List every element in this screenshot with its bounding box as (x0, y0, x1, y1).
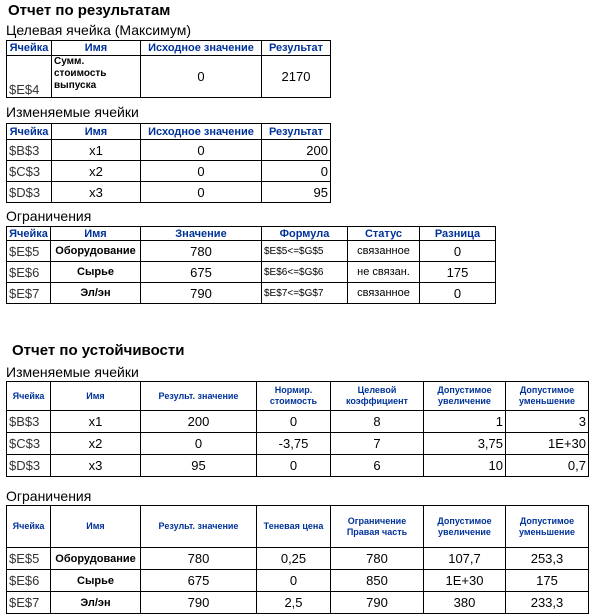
constraint-status: не связан. (348, 262, 420, 283)
allowable-increase: 1E+30 (424, 570, 506, 592)
allowable-increase: 10 (424, 455, 506, 477)
result-value: 0 (262, 161, 331, 182)
constraint-value: 780 (141, 241, 262, 262)
sens-changing-title: Изменяемые ячейки (6, 364, 139, 380)
constraint-value: 675 (141, 262, 262, 283)
allowable-increase: 107,7 (424, 548, 506, 570)
cell-ref: $B$3 (7, 411, 51, 433)
header-status: Статус (348, 227, 420, 241)
var-name: x3 (51, 455, 141, 477)
header-objective-coef: Целевой коэффициент (331, 382, 424, 411)
shadow-price: 0 (257, 570, 331, 592)
objective-coef: 6 (331, 455, 424, 477)
cell-ref: $B$3 (7, 140, 52, 161)
table-row (7, 262, 496, 283)
header-allowable-decrease: Допустимое уменьшение (506, 382, 589, 411)
sensitivity-report-title: Отчет по устойчивости (12, 342, 185, 359)
allowable-decrease: 233,3 (506, 592, 589, 614)
var-name: x2 (51, 433, 141, 455)
cell-ref: $C$3 (7, 433, 51, 455)
target-result: 2170 (262, 56, 331, 98)
result-value: 95 (262, 182, 331, 203)
objective-coef: 8 (331, 411, 424, 433)
changing-cells-title: Изменяемые ячейки (6, 104, 139, 120)
reduced-cost: 0 (257, 455, 331, 477)
constraint-status: связанное (348, 241, 420, 262)
header-cell: Ячейка (7, 382, 51, 411)
constraint-name: Сырье (51, 570, 141, 592)
table-row (7, 140, 331, 161)
allowable-decrease: 175 (506, 570, 589, 592)
target-cell-name: Сумм. стоимость выпуска (52, 56, 141, 98)
sens-changing-table (6, 381, 589, 477)
cell-ref: $D$3 (7, 182, 52, 203)
target-cell-table (6, 40, 331, 98)
final-value: 95 (141, 455, 257, 477)
objective-coef: 7 (331, 433, 424, 455)
reduced-cost: -3,75 (257, 433, 331, 455)
header-cell: Ячейка (7, 41, 52, 56)
allowable-decrease: 0,7 (506, 455, 589, 477)
constraint-diff: 0 (420, 241, 496, 262)
reduced-cost: 0 (257, 411, 331, 433)
header-initial: Исходное значение (141, 124, 262, 140)
header-name: Имя (51, 506, 141, 548)
rhs-value: 790 (331, 592, 424, 614)
final-value: 780 (141, 548, 257, 570)
header-cell: Ячейка (7, 227, 51, 241)
header-value: Результ. значение (141, 506, 257, 548)
sens-constraints-table (6, 505, 589, 614)
var-name: x3 (52, 182, 141, 203)
header-allowable-increase: Допустимое увеличение (424, 382, 506, 411)
table-row (7, 433, 589, 455)
sens-constraints-title: Ограничения (6, 488, 92, 504)
target-initial: 0 (141, 56, 262, 98)
allowable-increase: 1 (424, 411, 506, 433)
initial-value: 0 (141, 140, 262, 161)
allowable-increase: 380 (424, 592, 506, 614)
header-name: Имя (51, 227, 141, 241)
constraints-table (6, 226, 496, 304)
initial-value: 0 (141, 182, 262, 203)
rhs-value: 780 (331, 548, 424, 570)
allowable-decrease: 1E+30 (506, 433, 589, 455)
cell-ref: $E$5 (7, 548, 51, 570)
target-cell-title: Целевая ячейка (Максимум) (6, 22, 192, 38)
shadow-price: 2,5 (257, 592, 331, 614)
cell-ref: $E$6 (7, 262, 51, 283)
allowable-increase: 3,75 (424, 433, 506, 455)
constraint-diff: 175 (420, 262, 496, 283)
constraint-status: связанное (348, 283, 420, 304)
results-report-title: Отчет по результатам (8, 2, 171, 19)
allowable-decrease: 3 (506, 411, 589, 433)
cell-ref: $D$3 (7, 455, 51, 477)
constraint-value: 790 (141, 283, 262, 304)
header-name: Имя (52, 124, 141, 140)
cell-ref: $E$7 (7, 592, 51, 614)
header-allowable-increase: Допустимое увеличение (424, 506, 506, 548)
header-reduced-cost: Нормир. стоимость (257, 382, 331, 411)
constraint-name: Эл/эн (51, 283, 141, 304)
header-name: Имя (52, 41, 141, 56)
constraint-formula: $E$5<=$G$5 (262, 241, 348, 262)
constraint-name: Оборудование (51, 548, 141, 570)
allowable-decrease: 253,3 (506, 548, 589, 570)
table-row (7, 182, 331, 203)
rhs-value: 850 (331, 570, 424, 592)
header-value: Результ. значение (141, 382, 257, 411)
constraints-title: Ограничения (6, 208, 92, 224)
header-result: Результат (262, 41, 331, 56)
cell-ref: $E$5 (7, 241, 51, 262)
cell-ref: $E$7 (7, 283, 51, 304)
table-row (7, 161, 331, 182)
var-name: x1 (51, 411, 141, 433)
final-value: 200 (141, 411, 257, 433)
shadow-price: 0,25 (257, 548, 331, 570)
table-row (7, 283, 496, 304)
var-name: x2 (52, 161, 141, 182)
constraint-name: Оборудование (51, 241, 141, 262)
header-rhs: Ограничение Правая часть (331, 506, 424, 548)
constraint-formula: $E$6<=$G$6 (262, 262, 348, 283)
header-formula: Формула (262, 227, 348, 241)
final-value: 675 (141, 570, 257, 592)
initial-value: 0 (141, 161, 262, 182)
final-value: 790 (141, 592, 257, 614)
var-name: x1 (52, 140, 141, 161)
table-row (7, 455, 589, 477)
header-initial: Исходное значение (141, 41, 262, 56)
cell-ref: $C$3 (7, 161, 52, 182)
constraint-name: Эл/эн (51, 592, 141, 614)
changing-cells-table (6, 123, 331, 203)
constraint-formula: $E$7<=$G$7 (262, 283, 348, 304)
table-row (7, 411, 589, 433)
result-value: 200 (262, 140, 331, 161)
header-cell: Ячейка (7, 124, 52, 140)
table-row (7, 241, 496, 262)
table-row (7, 592, 589, 614)
cell-ref: $E$6 (7, 570, 51, 592)
header-shadow-price: Теневая цена (257, 506, 331, 548)
target-cell-ref: $E$4 (7, 56, 52, 98)
header-name: Имя (51, 382, 141, 411)
header-diff: Разница (420, 227, 496, 241)
header-value: Значение (141, 227, 262, 241)
table-row (7, 570, 589, 592)
table-row (7, 548, 589, 570)
constraint-name: Сырье (51, 262, 141, 283)
constraint-diff: 0 (420, 283, 496, 304)
header-cell: Ячейка (7, 506, 51, 548)
header-result: Результат (262, 124, 331, 140)
header-allowable-decrease: Допустимое уменьшение (506, 506, 589, 548)
final-value: 0 (141, 433, 257, 455)
